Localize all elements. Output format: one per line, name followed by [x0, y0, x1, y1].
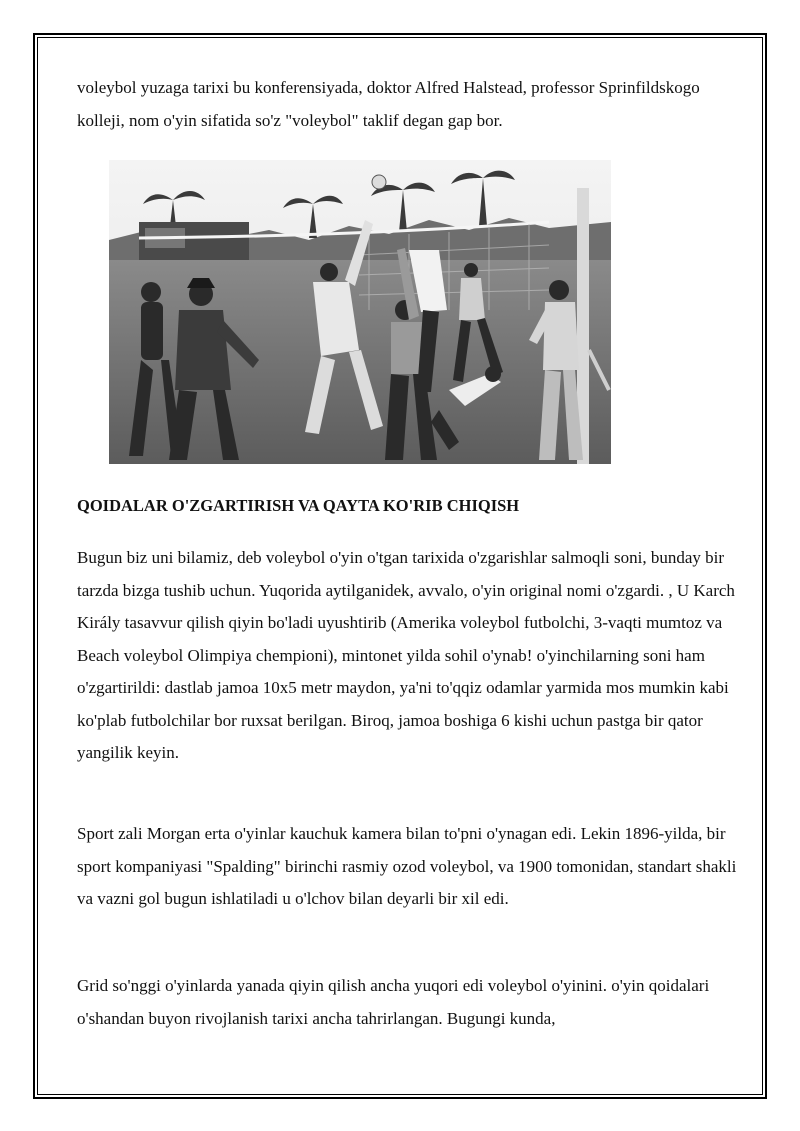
paragraph-rules-changes: Bugun biz uni bilamiz, deb voleybol o'yin o'tgan tarixida o'zgarishlar salmoqli soni, bunday bir tarzda bizga tushib uchun. Yuqorida aytilganidek, avvalo, o'yin original nomi o'zgardi. , U Karch Király tasavvur qilish qiyin bo'ladi uyushtirib (Amerika voleybol futbolchi, 3-vaqti mumtoz va Beach voleybol Olimpiya chempioni), mintonet yilda sohil o'ynab! o'yinchilarning soni ham o'zgartirildi: dastlab jamoa 10x5 metr maydon, ya'ni to'qqiz odamlar yarmida mos mumkin kabi ko'plab futbolchilar bor ruxsat berilgan. Biroq, jamoa boshiga 6 kishi uchun pastga bir qator yangilik keyin. [77, 548, 735, 762]
paragraph-ball-history: Sport zali Morgan erta o'yinlar kauchuk kamera bilan to'pni o'ynagan edi. Lekin 1896-yilda, bir sport kompaniyasi "Spalding" birinchi rasmiy ozod voleybol, va 1900 tomonidan, standart shakli va vazni gol bugun ishlatiladi u o'lchov bilan deyarli bir xil edi. [77, 824, 737, 908]
paragraph-net-height: Grid so'nggi o'yinlarda yanada qiyin qilish ancha yuqori edi voleybol o'yinini. o'yin qoidalari o'shandan buyon rivojlanish tarixi ancha tahrirlangan. Bugungi kunda, [77, 976, 710, 1028]
volleyball-historic-photo [109, 160, 611, 464]
section-heading: QOIDALAR O'ZGARTIRISH VA QAYTA KO'RIB CHIQISH [77, 496, 520, 515]
paragraph-intro: voleybol yuzaga tarixi bu konferensiyada, doktor Alfred Halstead, professor Sprinfildskogo kolleji, nom o'yin sifatida so'z "voleybol" taklif degan gap bor. [77, 78, 700, 130]
